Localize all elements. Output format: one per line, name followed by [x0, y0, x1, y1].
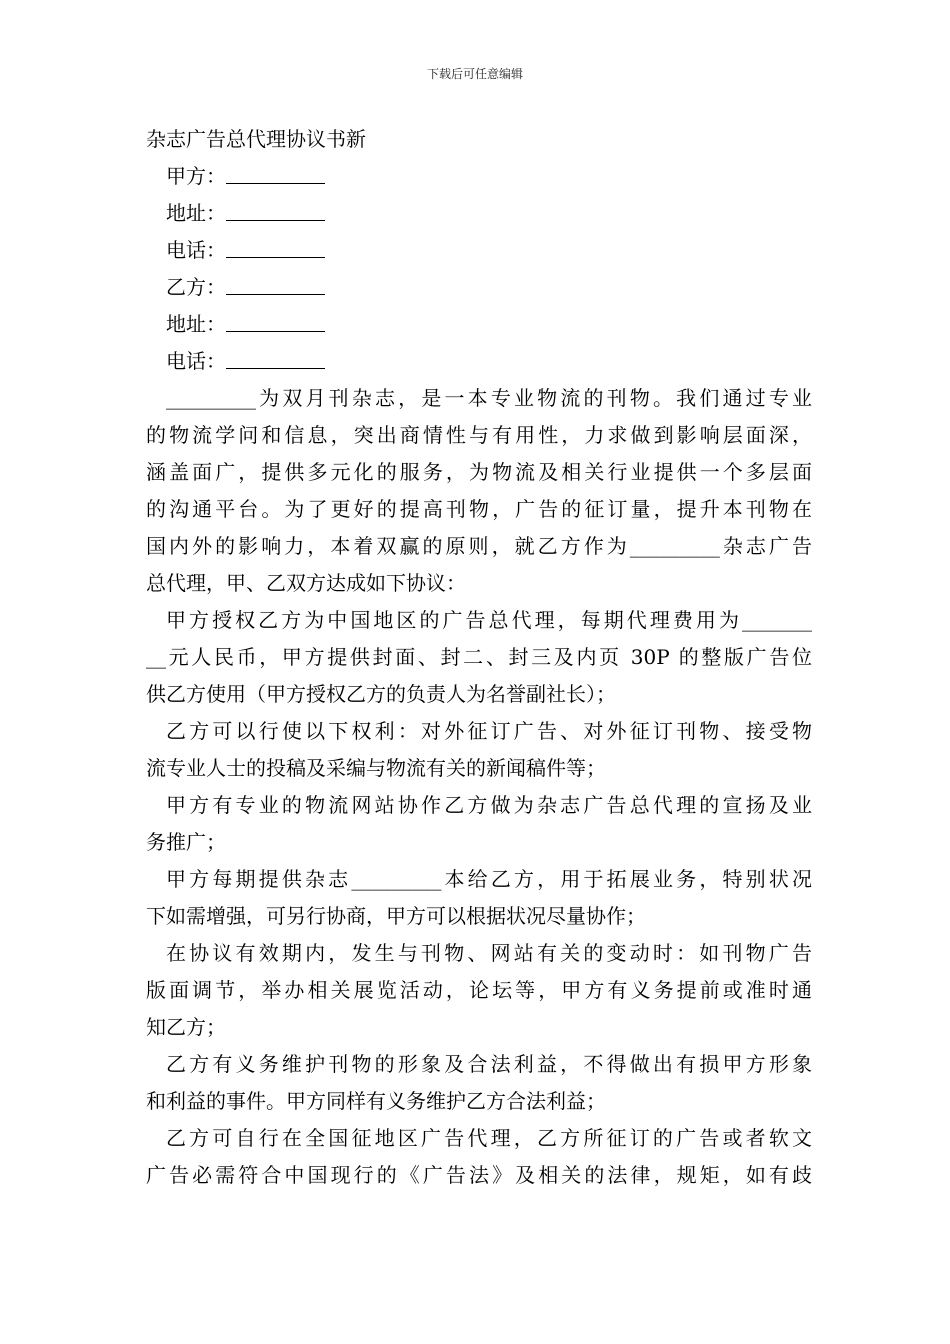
- paragraph-line: __元人民币，甲方提供封面、封二、封三及内页 30P 的整版广告位: [146, 645, 812, 669]
- blank-line: [226, 232, 325, 258]
- clauses: [146, 380, 812, 1194]
- clause-paragraph: [146, 713, 812, 787]
- paragraph-line: 知乙方；: [146, 1015, 226, 1039]
- intro-paragraph: [146, 380, 812, 602]
- paragraph-line: 和利益的事件。甲方同样有义务维护乙方合法利益；: [146, 1089, 606, 1113]
- paragraph-line: 供乙方使用（甲方授权乙方的负责人为名誉副社长）；: [146, 682, 616, 706]
- blank-line: [226, 306, 325, 332]
- field-label: 地址：: [166, 312, 226, 336]
- paragraph-line: 乙方有义务维护刊物的形象及合法利益，不得做出有损甲方形象: [166, 1052, 812, 1076]
- field-label: 地址：: [166, 201, 226, 225]
- party-a-address-field: [146, 195, 812, 232]
- paragraph-line: 务推广；: [146, 830, 226, 854]
- paragraph-line: 总代理，甲、乙双方达成如下协议：: [146, 571, 466, 595]
- paragraph-line: 甲方每期提供杂志_________本给乙方，用于拓展业务，特别状况: [166, 867, 812, 891]
- party-b-name-field: [146, 269, 812, 306]
- paragraph-line: 版面调节，举办相关展览活动，论坛等，甲方有义务提前或准时通: [146, 978, 812, 1002]
- paragraph-line: 乙方可以行使以下权利：对外征订广告、对外征订刊物、接受物: [166, 719, 812, 743]
- clause-paragraph: [146, 1120, 812, 1194]
- clause-paragraph: [146, 602, 812, 713]
- blank-line: [226, 158, 325, 184]
- party-a-name-field: [146, 158, 812, 195]
- field-label: 甲方：: [166, 164, 226, 188]
- party-fields: [146, 158, 812, 380]
- clause-paragraph: [146, 935, 812, 1046]
- paragraph-line: 的沟通平台。为了更好的提高刊物，广告的征订量，提升本刊物在: [146, 497, 812, 521]
- paragraph-line: 下如需增强，可另行协商，甲方可以根据状况尽量协作；: [146, 904, 646, 928]
- header-note: 下载后可任意编辑: [426, 67, 523, 81]
- field-label: 电话：: [166, 238, 226, 262]
- document-body: [146, 121, 812, 1194]
- blank-line: [226, 195, 325, 221]
- paragraph-line: 国内外的影响力，本着双赢的原则，就乙方作为_________杂志广告: [146, 534, 812, 558]
- blank-line: [226, 269, 325, 295]
- paragraph-line: 流专业人士的投稿及采编与物流有关的新闻稿件等；: [146, 756, 606, 780]
- blank-line: [226, 343, 325, 369]
- paragraph-line: 甲方授权乙方为中国地区的广告总代理，每期代理费用为_______: [166, 608, 812, 632]
- clause-paragraph: [146, 861, 812, 935]
- party-b-address-field: [146, 306, 812, 343]
- paragraph-line: 涵盖面广，提供多元化的服务，为物流及相关行业提供一个多层面: [146, 460, 812, 484]
- paragraph-line: 广告必需符合中国现行的《广告法》及相关的法律，规矩，如有歧: [146, 1163, 812, 1187]
- clause-paragraph: [146, 787, 812, 861]
- party-b-phone-field: [146, 343, 812, 380]
- paragraph-line: 的物流学问和信息，突出商情性与有用性，力求做到影响层面深，: [146, 423, 812, 447]
- party-a-phone-field: [146, 232, 812, 269]
- field-label: 电话：: [166, 349, 226, 373]
- paragraph-line: 甲方有专业的物流网站协作乙方做为杂志广告总代理的宣扬及业: [166, 793, 812, 817]
- document-title: 杂志广告总代理协议书新: [146, 127, 366, 151]
- paragraph-line: 乙方可自行在全国征地区广告代理，乙方所征订的广告或者软文: [166, 1126, 812, 1150]
- paragraph-line: 在协议有效期内，发生与刊物、网站有关的变动时：如刊物广告: [166, 941, 812, 965]
- paragraph-line: _________为双月刊杂志，是一本专业物流的刊物。我们通过专业: [166, 386, 812, 410]
- clause-paragraph: [146, 1046, 812, 1120]
- field-label: 乙方：: [166, 275, 226, 299]
